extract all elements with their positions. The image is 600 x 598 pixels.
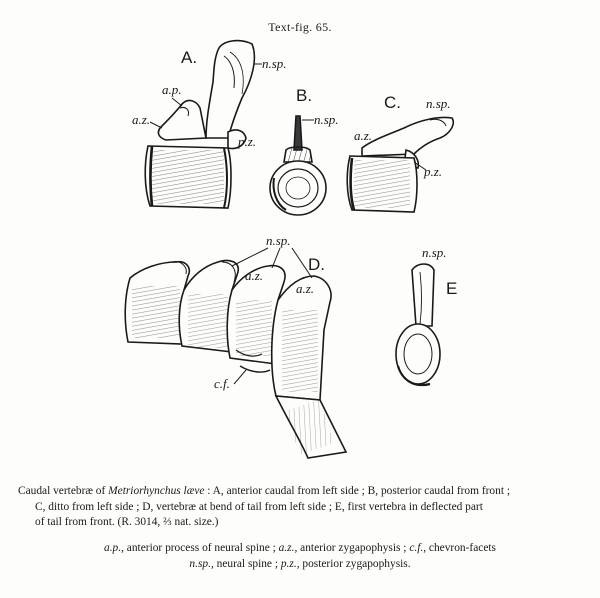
caption-line3: of tail from front. (R. 3014, ⅔ nat. size.): [35, 516, 219, 528]
caption-line2: C, ditto from left side ; D, vertebræ at bend of tail from left side ; E, first vertebra in deflected part: [35, 500, 483, 513]
label-d-az-2: a.z.: [296, 281, 315, 296]
label-b: B.: [296, 86, 313, 105]
label-d-cf: c.f.: [214, 376, 230, 391]
figure-caption: [18, 484, 584, 531]
vertebra-a-drawing: [145, 41, 257, 208]
label-a-pz: p.z.: [238, 134, 257, 149]
caption-line1: Caudal vertebræ of Metriorhynchus læve : A, anterior caudal from left side ; B, posterior caudal from front ;: [18, 485, 510, 497]
label-c-az: a.z.: [354, 128, 373, 143]
label-d-nsp: n.sp.: [266, 233, 291, 248]
label-e-nsp: n.sp.: [422, 245, 447, 260]
label-a-az: a.z.: [132, 112, 151, 127]
label-a-nsp: n.sp.: [262, 56, 287, 71]
abbreviations: [0, 541, 600, 572]
figure-title: Text-fig. 65.: [268, 20, 332, 34]
label-a: A.: [181, 48, 198, 67]
abbreviations-line2: n.sp., neural spine ; p.z., posterior zygapophysis.: [189, 557, 411, 570]
label-e: E: [446, 279, 458, 298]
label-d: D.: [308, 255, 325, 274]
label-a-ap: a.p.: [162, 82, 182, 97]
label-b-nsp: n.sp.: [314, 112, 339, 127]
vertebra-e-drawing: [396, 264, 440, 385]
vertebra-b-drawing: [270, 116, 326, 215]
label-d-az-1: a.z.: [245, 268, 264, 283]
label-c-nsp: n.sp.: [426, 96, 451, 111]
abbreviations-line1: a.p., anterior process of neural spine ; a.z., anterior zygapophysis ; c.f., chevron-facets: [104, 542, 496, 554]
label-c: C.: [384, 93, 401, 112]
label-c-pz: p.z.: [424, 164, 443, 179]
